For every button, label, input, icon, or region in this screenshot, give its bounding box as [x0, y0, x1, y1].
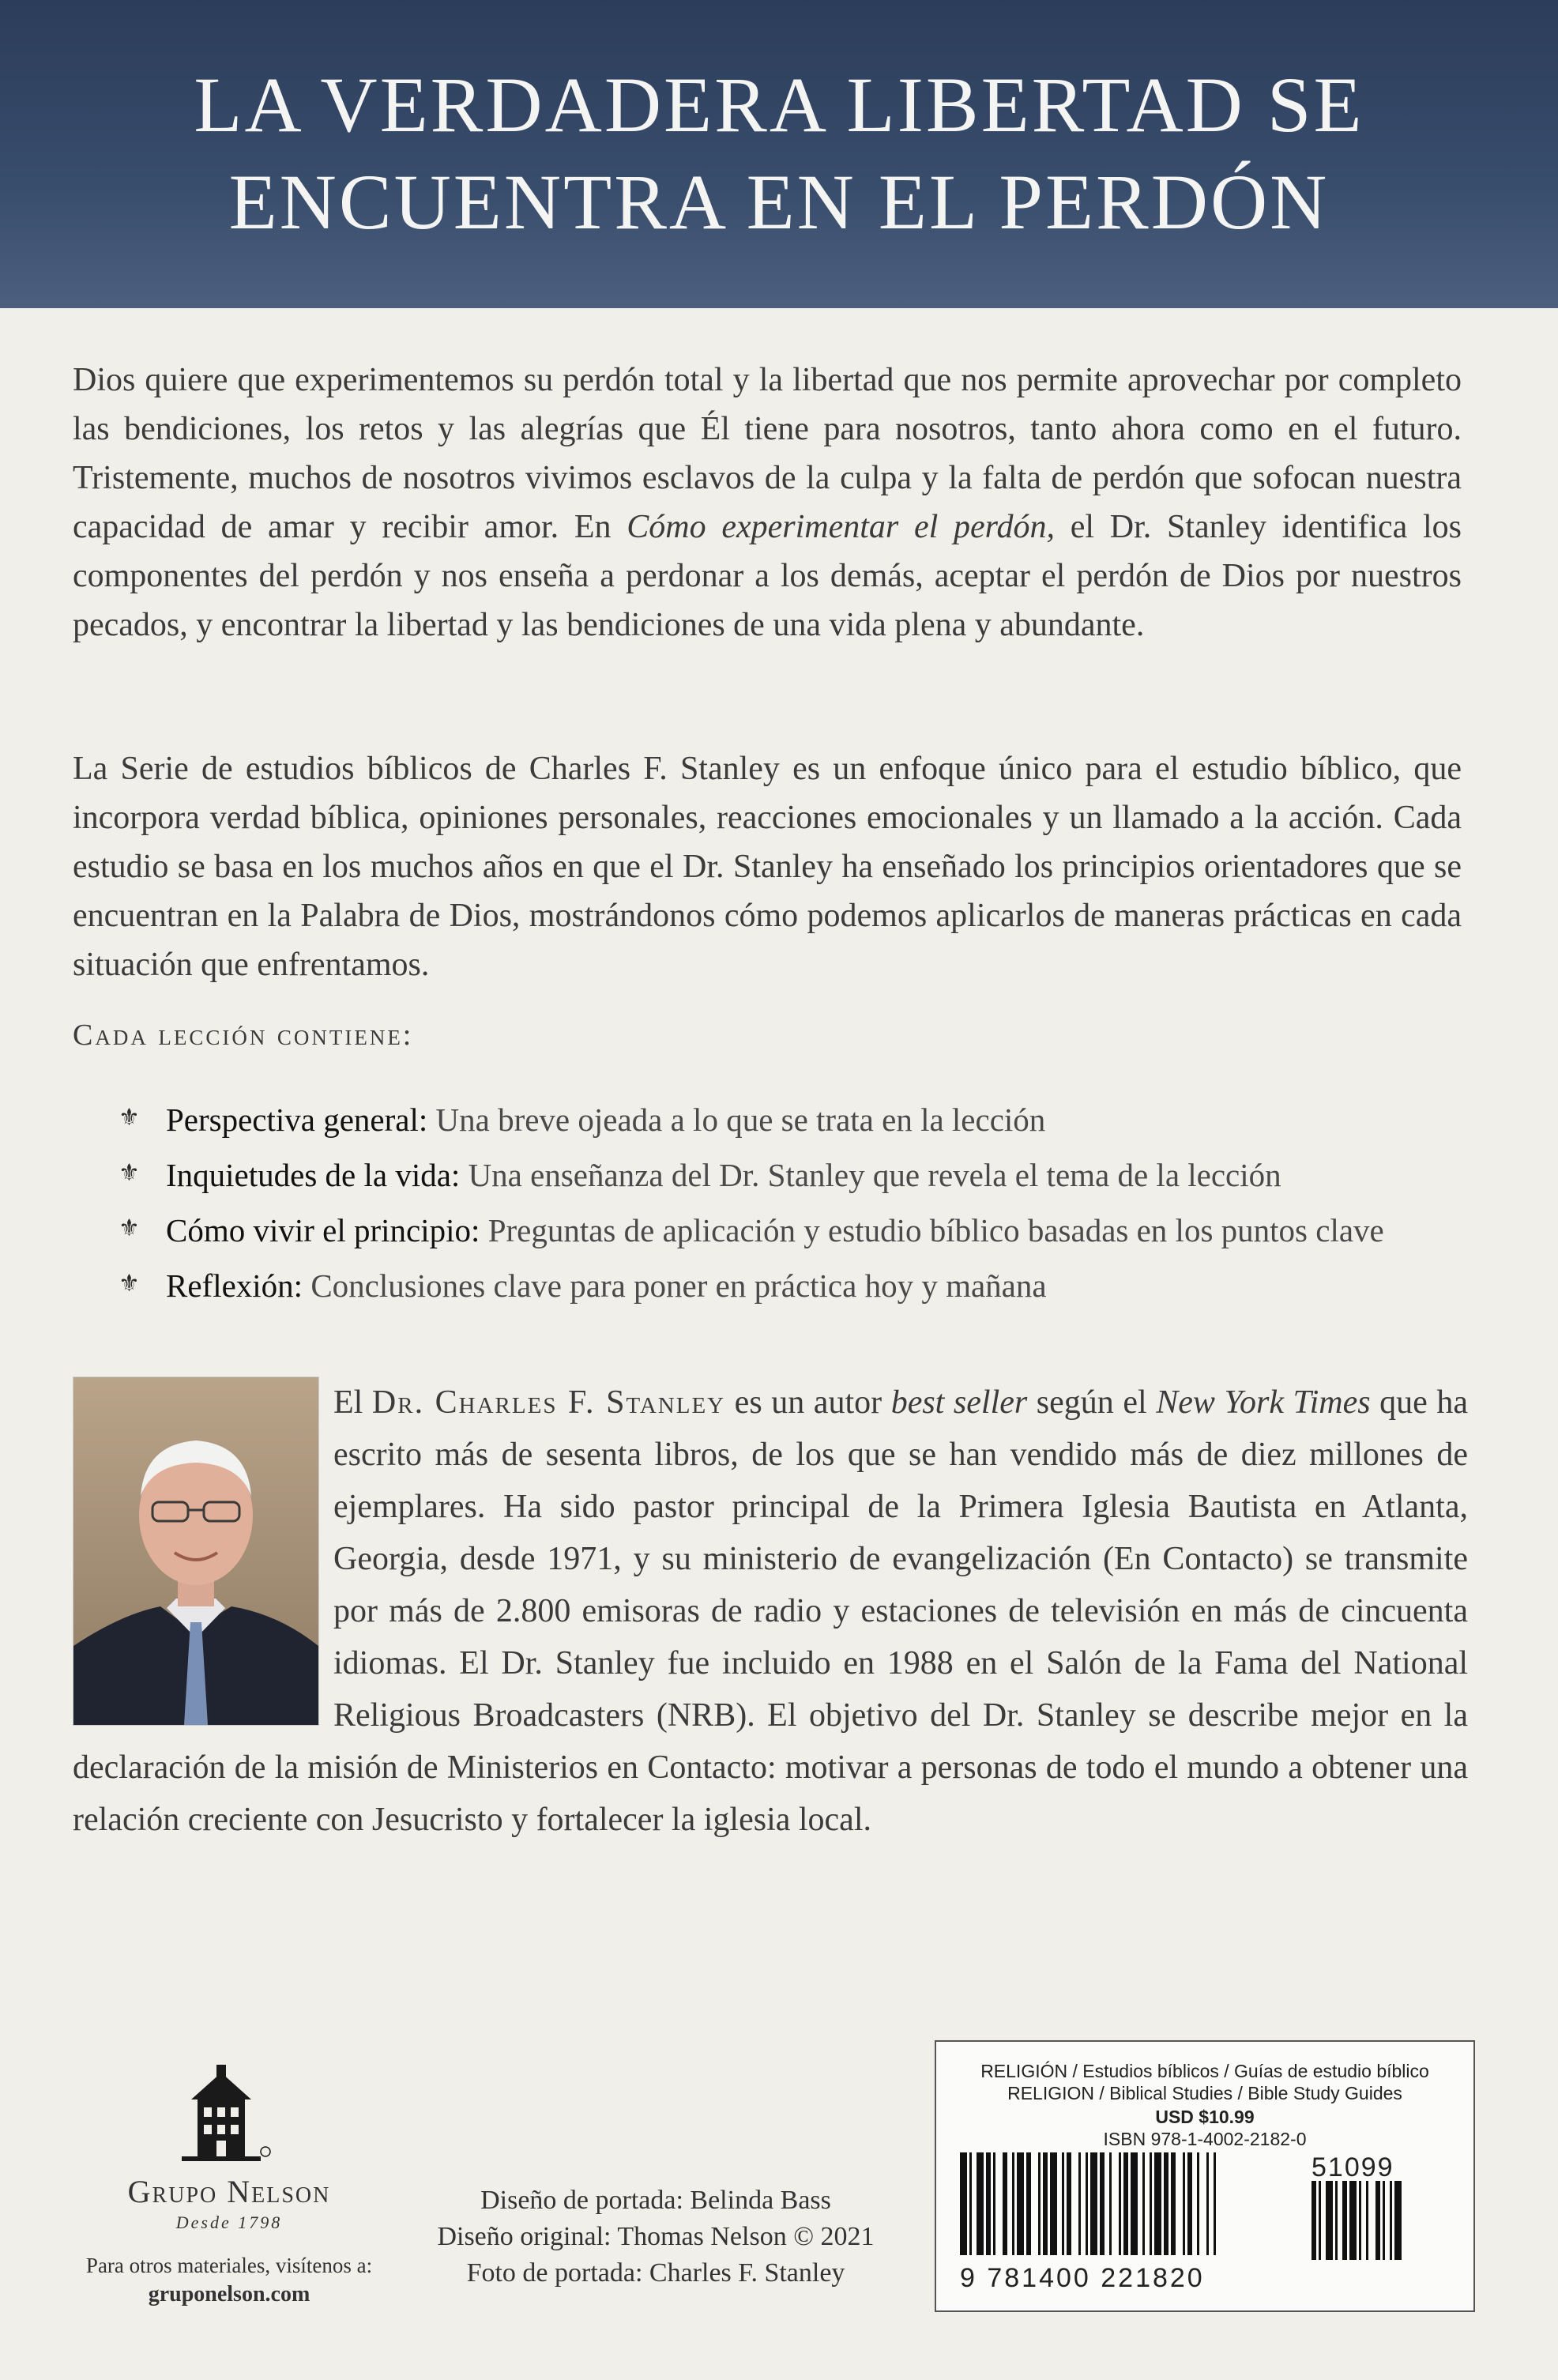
author-name: Dr. Charles F. Stanley: [371, 1384, 726, 1421]
publisher-logo: [166, 2058, 277, 2169]
barcode-bar: [1183, 2152, 1185, 2255]
fleur-bullet-icon: ⚜: [119, 1160, 140, 1186]
barcode-addon-bar: [1359, 2181, 1361, 2260]
original-design-credit: Diseño original: Thomas Nelson © 2021: [437, 2222, 875, 2251]
category-english: RELIGION / Biblical Studies / Bible Study Guides: [1007, 2083, 1402, 2103]
barcode-bar: [1206, 2152, 1209, 2255]
barcode-bar: [960, 2152, 967, 2255]
fleur-bullet-icon: ⚜: [119, 1105, 140, 1131]
barcode-bar: [1050, 2152, 1057, 2255]
barcode-bar: [1003, 2152, 1007, 2255]
barcode-digits: 9 781400 221820: [960, 2263, 1205, 2293]
barcode-addon-bar: [1319, 2181, 1321, 2260]
barcode-bar: [993, 2152, 995, 2255]
barcode-bar: [1078, 2152, 1081, 2255]
barcode-bar: [1026, 2152, 1031, 2255]
fleur-bullet-icon: ⚜: [119, 1271, 140, 1297]
barcode-bar: [1131, 2152, 1138, 2255]
title-line-2: ENCUENTRA EN EL PERDÓN: [228, 158, 1330, 246]
barcode-addon-bar: [1383, 2181, 1385, 2260]
barcode-addon-bar: [1326, 2181, 1333, 2260]
barcode-bar: [1109, 2152, 1112, 2255]
barcode-bar: [1119, 2152, 1121, 2255]
author-photo: [73, 1376, 319, 1726]
series-paragraph: La Serie de estudios bíblicos de Charles F. Stanley es un enfoque único para el estudio bíblico, que incorpora verdad bíblica, opiniones personales, reacciones emocionales y un llamado a la acción. Cada estudio se basa en los muchos años en que el Dr. Stanley ha enseñado los principios orientadores que se encuentran en la Palabra de Dios, mostrándonos cómo podemos aplicarlos de maneras prácticas en cada situación que enfrentamos.: [73, 751, 1462, 983]
barcode-bar: [1090, 2152, 1097, 2255]
price: USD $10.99: [1155, 2107, 1255, 2127]
barcode-bar: [1187, 2152, 1192, 2255]
publisher-since: Desde 1798: [175, 2212, 283, 2232]
category-spanish: RELIGIÓN / Estudios bíblicos / Guías de estudio bíblico: [980, 2061, 1429, 2081]
lessons-heading: Cada lección contiene:: [73, 1019, 414, 1052]
publisher-more-text: Para otros materiales, visítenos a:: [85, 2254, 373, 2277]
list-item: ⚜ Perspectiva general: Una breve ojeada a lo que se trata en la lección: [119, 1102, 1046, 1138]
isbn: ISBN 978-1-4002-2182-0: [1103, 2129, 1307, 2149]
barcode-bar: [1154, 2152, 1161, 2255]
book-title: Cómo experimentar el perdón,: [627, 509, 1055, 545]
barcode-addon-bar: [1394, 2181, 1402, 2260]
title-banner: [0, 0, 1558, 308]
barcode-bar: [1062, 2152, 1064, 2255]
cover-design-credit: Diseño de portada: Belinda Bass: [480, 2186, 831, 2215]
list-item: ⚜ Inquietudes de la vida: Una enseñanza del Dr. Stanley que revela el tema de la lección: [119, 1157, 1281, 1193]
list-item: ⚜ Cómo vivir el principio: Preguntas de aplicación y estudio bíblico basadas en los puntos clave: [119, 1212, 1384, 1248]
barcode-bar: [1017, 2152, 1024, 2255]
design-credits: [411, 2182, 901, 2292]
barcode-addon-bar: [1375, 2181, 1380, 2260]
barcode-bar: [1012, 2152, 1014, 2255]
barcode-addon-bar: [1349, 2181, 1357, 2260]
barcode-bar: [1142, 2152, 1145, 2255]
barcode-addon: 51099: [1312, 2152, 1394, 2182]
barcode-bar: [1038, 2152, 1041, 2255]
barcode-bar: [1171, 2152, 1176, 2255]
barcode-bar: [977, 2152, 984, 2255]
author-bio: El Dr. Charles F. Stanley es un autor best seller según el New York Times que ha escrito más de sesenta libros, de los que se han vendido más de diez millones de ejemplares. Ha sido pastor principal de la Primera Iglesia Bautista en Atlanta, Georgia, desde 1971, y su ministerio de evangelización (En Contacto) se transmite por más de 2.800 emisoras de radio y estaciones de televisión en más de cincuenta idiomas. El Dr. Stanley fue incluido en 1988 en el Salón de la Fama del National Religious Broadcasters (NRB). El objetivo del Dr. Stanley se describe mejor en la declaración de la misión de Ministerios en Contacto: motivar a personas de todo el mundo a obtener una relación creciente con Jesucristo y fortalecer la iglesia local.: [73, 1384, 1469, 1838]
barcode-bar: [1043, 2152, 1048, 2255]
barcode-addon-bar: [1312, 2181, 1316, 2260]
barcode-addon-bar: [1335, 2181, 1338, 2260]
barcode-addon-bar: [1390, 2181, 1392, 2260]
barcode-bar: [1197, 2152, 1199, 2255]
barcode-addon-bar: [1366, 2181, 1368, 2260]
intro-paragraph: Dios quiere que experimentemos su perdón total y la libertad que nos permite aprovechar por completo las bendiciones, los retos y las alegrías que Él tiene para nosotros, tanto ahora como en el futuro. Tristemente, muchos de nosotros vivimos esclavos de la culpa y la falta de perdón que sofocan nuestra capacidad de amar y recibir amor. En Cómo experimentar el perdón, el Dr. Stanley identifica los componentes del perdón y nos enseña a perdonar a los demás, aceptar el perdón de Dios por nuestros pecados, y encontrar la libertad y las bendiciones de una vida plena y abundante.: [73, 362, 1462, 643]
publisher-name: Grupo Nelson: [127, 2174, 331, 2209]
fleur-bullet-icon: ⚜: [119, 1215, 140, 1241]
barcode-bar: [1164, 2152, 1168, 2255]
publisher-url: gruponelson.com: [148, 2282, 310, 2307]
barcode-addon-bar: [1342, 2181, 1347, 2260]
barcode-bar: [969, 2152, 972, 2255]
barcode-bar: [1067, 2152, 1071, 2255]
barcode-bar: [1214, 2152, 1216, 2255]
barcode-bar: [1150, 2152, 1152, 2255]
barcode-bar: [1100, 2152, 1105, 2255]
barcode-bar: [1123, 2152, 1128, 2255]
list-item: ⚜ Reflexión: Conclusiones clave para poner en práctica hoy y mañana: [119, 1267, 1047, 1304]
title-line-1: LA VERDADERA LIBERTAD SE: [194, 61, 1364, 149]
lessons-list: [119, 1092, 1509, 1313]
barcode-panel: [935, 2040, 1475, 2312]
barcode-bar: [986, 2152, 991, 2255]
cover-photo-credit: Foto de portada: Charles F. Stanley: [466, 2258, 845, 2288]
barcode-bar: [1086, 2152, 1088, 2255]
